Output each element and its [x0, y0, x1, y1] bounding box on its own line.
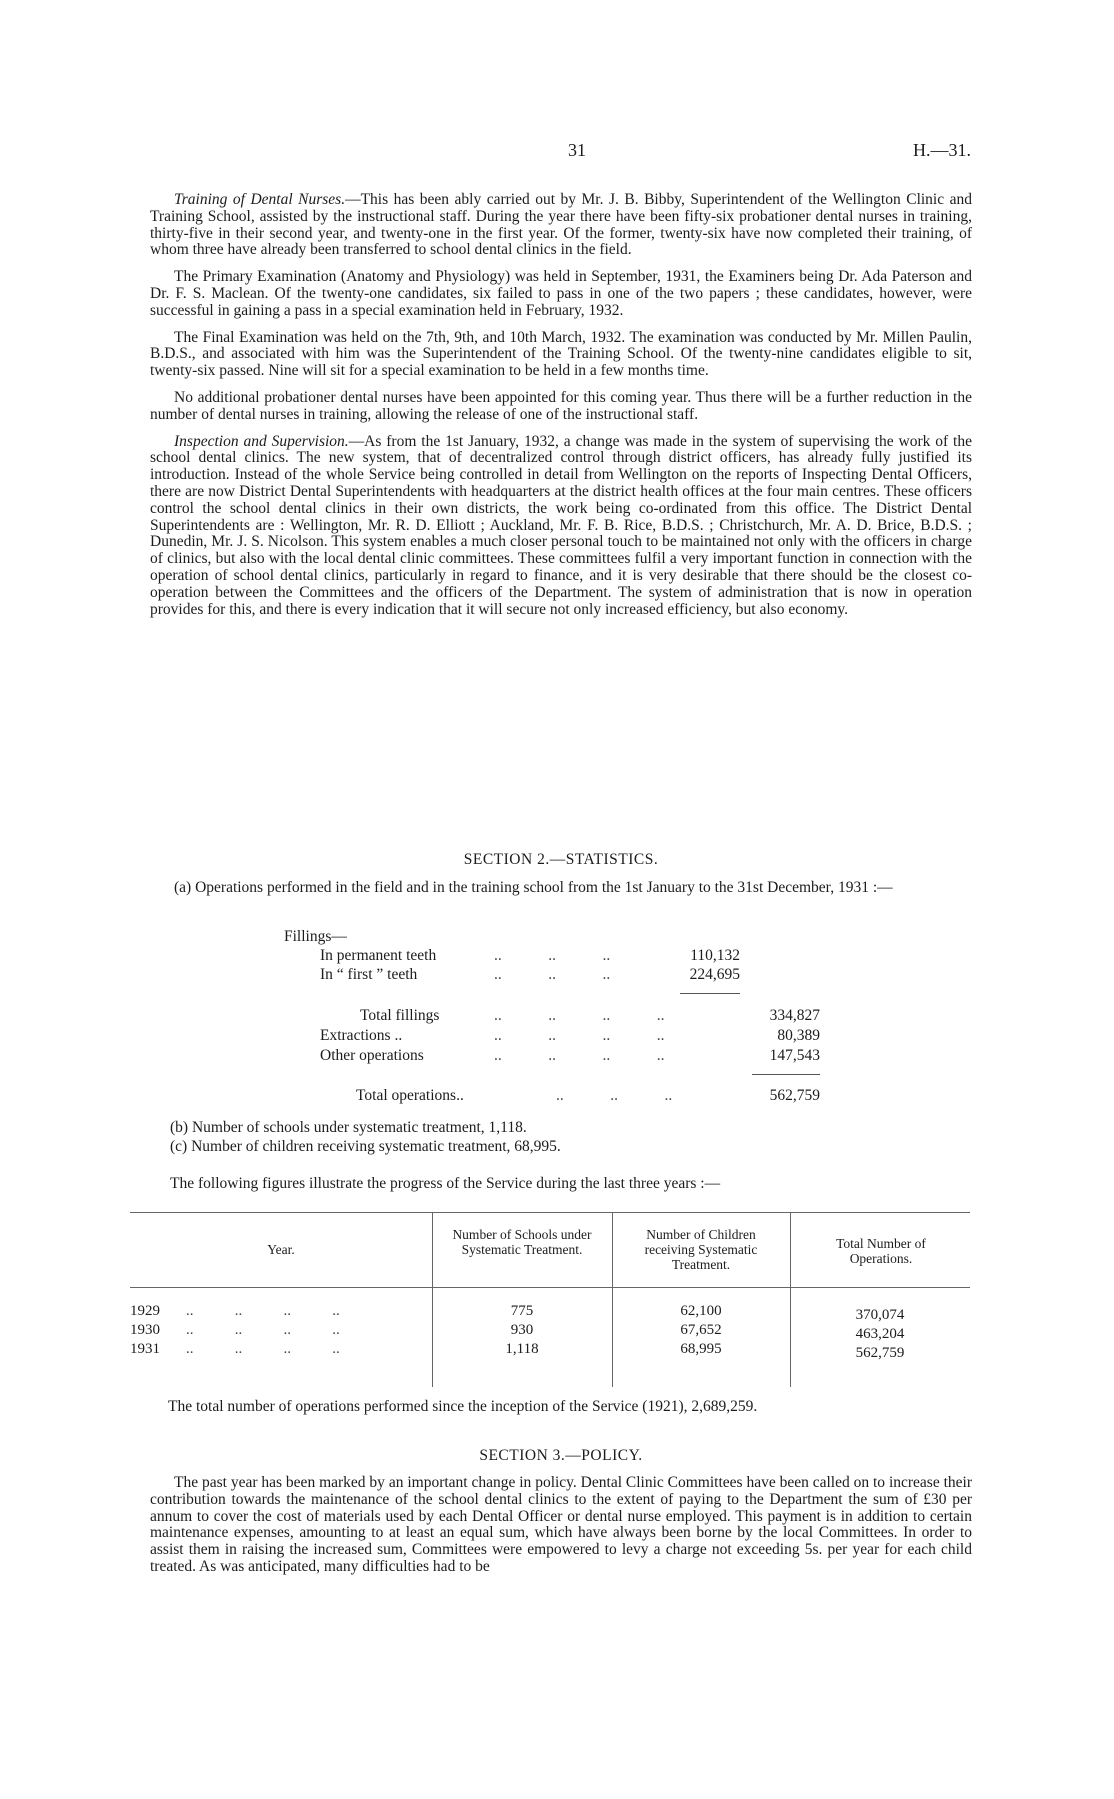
- leader-dots: .. .. .. ..: [186, 1322, 340, 1338]
- header-operations: Total Number of Operations.: [836, 1236, 926, 1266]
- item-b: (b) Number of schools under systematic treatment, 1,118.: [170, 1119, 527, 1136]
- progress-table: [130, 1212, 970, 1387]
- paragraph-heading: Inspection and Supervision.: [174, 432, 349, 450]
- cell-schools: 1,118: [505, 1341, 539, 1357]
- cell-year: 1929: [130, 1303, 160, 1319]
- other-operations-label: Other operations: [320, 1047, 424, 1064]
- first-teeth-label: In “ first ” teeth: [320, 966, 418, 983]
- section-2-intro: (a) Operations performed in the field and in the training school from the 1st January to the 31st December, 1931 :—: [174, 879, 893, 896]
- cell-children: 67,652: [680, 1322, 722, 1338]
- body-text-top: [150, 192, 972, 628]
- leader-dots: .. .. .. ..: [186, 1303, 340, 1319]
- total-rule: [752, 1074, 820, 1075]
- table-header-rule: [130, 1287, 970, 1288]
- cell-schools: 775: [510, 1303, 534, 1319]
- total-since-inception: The total number of operations performed since the inception of the Service (1921), 2,689,259.: [168, 1398, 758, 1415]
- cell-year: 1930: [130, 1322, 160, 1338]
- table-top-rule: [130, 1212, 970, 1213]
- section-3-body: [150, 1475, 972, 1586]
- paragraph-text: —This has been ably carried out by Mr. J. B. Bibby, Superintendent of the Wellington Clinic and Training School, assisted by the instructional staff. During the year there have been fifty-six probationer dental nurses in training, thirty-five in their second year, and twenty-one in the first year. Of the former, twenty-six have now completed their training, of whom three have already been transferred to school dental clinics in the field.: [150, 191, 972, 259]
- section-3-title: SECTION 3.—POLICY.: [479, 1447, 643, 1464]
- paragraph-policy: The past year has been marked by an important change in policy. Dental Clinic Committees have been called on to increase their contribution towards the maintenance of the school dental clinics to the extent of paying to the Department the sum of £30 per annum to cover the cost of materials used by each Dental Officer or dental nurse employed. This payment is in addition to certain maintenance expenses, amounting to at least an equal sum, which have always been borne by the local Committees. In order to assist them in raising the increased sum, Committees were empowered to levy a charge not exceeding 5s. per year for each child treated. As was anticipated, many difficulties had to be: [150, 1474, 972, 1575]
- first-teeth-value: 224,695: [689, 966, 740, 983]
- leader-dots: .. .. ..: [494, 966, 611, 983]
- cell-schools: 930: [510, 1322, 534, 1338]
- permanent-teeth-label: In permanent teeth: [320, 947, 437, 964]
- paragraph-final-exam: [150, 330, 972, 380]
- paragraph-training: [150, 192, 972, 259]
- total-fillings-value: 334,827: [769, 1007, 820, 1024]
- total-fillings-label: Total fillings: [360, 1007, 440, 1024]
- paragraph-text: The Primary Examination (Anatomy and Physiology) was held in September, 1931, the Examiners being Dr. Ada Paterson and Dr. F. S. Maclean. Of the twenty-one candidates, six failed to pass in one of the two papers ; these candidates, however, were successful in gaining a pass in a special examination held in February, 1932.: [150, 268, 972, 319]
- leader-dots: .. .. .. ..: [494, 1047, 665, 1064]
- paragraph-text: The Final Examination was held on the 7th, 9th, and 10th March, 1932. The examination was conducted by Mr. Millen Paulin, B.D.S., and associated with him was the Superintendent of the Training School. Of the twenty-nine candidates eligible to sit, twenty-six passed. Nine will sit for a special examination to be held in a few months time.: [150, 328, 972, 380]
- table-column-divider: [432, 1212, 433, 1387]
- paragraph-text: No additional probationer dental nurses have been appointed for this coming year. Thus there will be a further reduction in the number of dental nurses in training, allowing the release of one of the instructional staff.: [150, 388, 972, 423]
- cell-children: 62,100: [680, 1303, 722, 1319]
- header-year: Year.: [267, 1242, 295, 1257]
- page-number: 31: [568, 140, 586, 160]
- leader-dots: .. .. ..: [556, 1087, 673, 1104]
- section-2-title-wrap: [150, 852, 972, 869]
- fillings-heading: Fillings—: [284, 928, 347, 945]
- section-3-title-wrap: [150, 1448, 972, 1465]
- subtotal-rule: [680, 993, 740, 994]
- header-children: Number of Children receiving Systematic Treatment.: [644, 1227, 758, 1272]
- leader-dots: .. .. .. ..: [494, 1027, 665, 1044]
- report-reference: H.—31.: [913, 140, 971, 160]
- cell-year: 1931: [130, 1341, 160, 1357]
- item-c: (c) Number of children receiving systematic treatment, 68,995.: [170, 1138, 561, 1155]
- paragraph-text: —As from the 1st January, 1932, a change was made in the system of supervising the work of the school dental clinics. The new system, that of decentralized control through district officers, has already fully justified its introduction. Instead of the whole Service being controlled in detail from Wellington on the reports of Inspecting Dental Officers, there are now District Dental Superintendents with headquarters at the district health offices at the four main centres. These officers control the school dental clinics in their own districts, the work being co-ordinated from this office. The District Dental Superintendents are : Wellington, Mr. R. D. Elliott ; Auckland, Mr. F. B. Rice, B.D.S. ; Christchurch, Mr. A. D. Brice, B.D.S. ; Dunedin, Mr. J. S. Nicolson. This system enables a much closer personal touch to be maintained not only with the officers in charge of clinics, but also with the local dental clinic committees. These committees fulfil a very important function in connection with the operation of school dental clinics, particularly in regard to finance, and it is very desirable that there should be the closest co-operation between the Committees and the officers of the Department. The system of administration that is now in operation provides for this, and there is every indication that it will secure not only increased efficiency, but also economy.: [150, 432, 972, 618]
- cell-children: 68,995: [680, 1341, 722, 1357]
- header-schools: Number of Schools under Systematic Treatment.: [452, 1227, 592, 1257]
- extractions-value: 80,389: [777, 1027, 820, 1044]
- other-operations-value: 147,543: [769, 1047, 820, 1064]
- cell-operations: 562,759: [855, 1345, 905, 1361]
- cell-operations: 370,074: [855, 1307, 905, 1323]
- leader-dots: .. .. .. ..: [494, 1007, 665, 1024]
- permanent-teeth-value: 110,132: [690, 947, 740, 964]
- paragraph-primary-exam: [150, 269, 972, 319]
- table-column-divider: [612, 1212, 613, 1387]
- section-2-intro-wrap: [150, 880, 972, 897]
- total-operations-label: Total operations..: [356, 1087, 464, 1104]
- paragraph-heading: Training of Dental Nurses.: [174, 191, 346, 208]
- progress-intro: The following figures illustrate the progress of the Service during the last three years :—: [170, 1175, 721, 1192]
- paragraph-no-additional: [150, 390, 972, 424]
- paragraph-inspection: [150, 434, 972, 619]
- leader-dots: .. .. ..: [494, 947, 611, 964]
- section-2-title: SECTION 2.—STATISTICS.: [463, 851, 659, 868]
- extractions-label: Extractions ..: [320, 1027, 403, 1044]
- page-header: [0, 140, 1114, 162]
- leader-dots: .. .. .. ..: [186, 1341, 340, 1357]
- cell-operations: 463,204: [855, 1326, 905, 1342]
- total-operations-value: 562,759: [769, 1087, 820, 1104]
